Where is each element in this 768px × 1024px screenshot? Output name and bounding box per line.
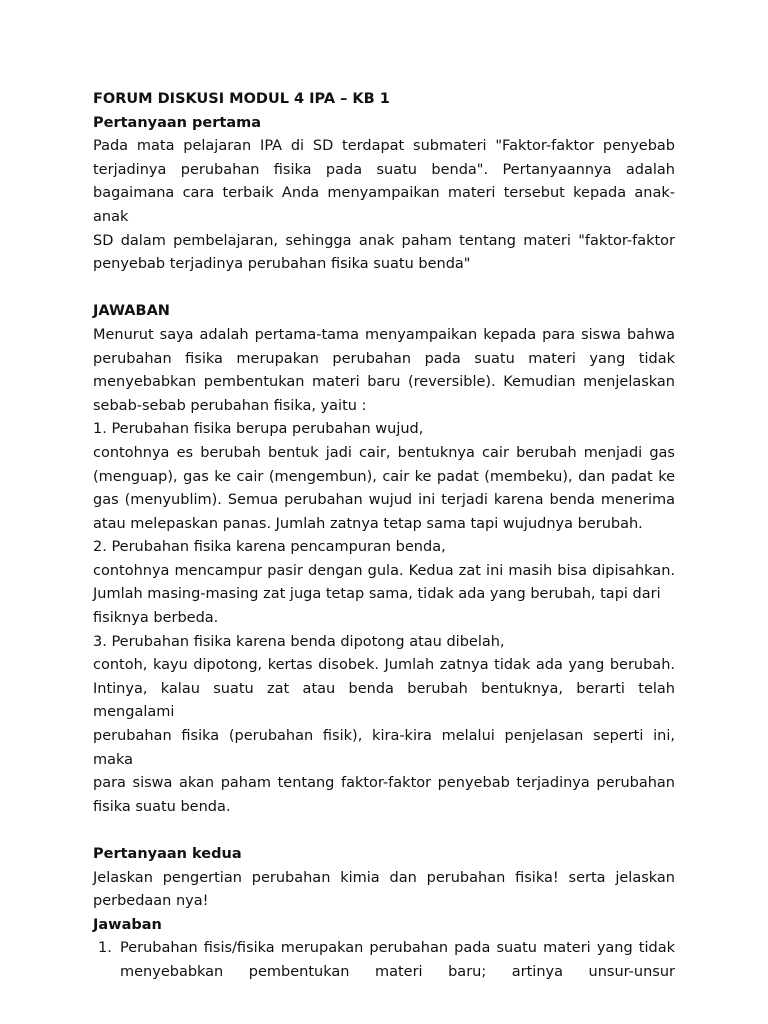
answer-1-line: fisika suatu benda.	[93, 798, 231, 815]
answer-2-list	[93, 937, 675, 984]
list-item-line: menyebabkan pembentukan materi baru; artinya unsur-unsur	[120, 963, 675, 980]
question-1-heading: Pertanyaan pertama	[93, 114, 262, 131]
question-1-line: bagaimana cara terbaik Anda menyampaikan materi tersebut kepada anak-anak	[93, 185, 675, 225]
question-2-line: Jelaskan pengertian perubahan kimia dan perubahan fisika! serta jelaskan	[93, 869, 675, 886]
answer-1-line: contohnya es berubah bentuk jadi cair, bentuknya cair berubah menjadi gas	[93, 444, 675, 461]
document-title: FORUM DISKUSI MODUL 4 IPA – KB 1	[93, 91, 390, 107]
answer-1-point-2: 2. Perubahan fisika karena pencampuran benda,	[93, 539, 446, 556]
answer-1-line: menyebabkan pembentukan materi baru (reversible). Kemudian menjelaskan	[93, 374, 675, 391]
answer-1-line: sebab-sebab perubahan fisika, yaitu :	[93, 397, 367, 414]
answer-1-line: (menguap), gas ke cair (mengembun), cair ke padat (membeku), dan padat ke	[93, 468, 675, 485]
answer-1-line: Menurut saya adalah pertama-tama menyampaikan kepada para siswa bahwa	[93, 326, 675, 343]
answer-1-line: contoh, kayu dipotong, kertas disobek. Jumlah zatnya tidak ada yang berubah.	[93, 657, 675, 674]
list-item-line: Perubahan fisis/fisika merupakan perubahan pada suatu materi yang tidak	[120, 940, 675, 957]
answer-1-point-1: 1. Perubahan fisika berupa perubahan wujud,	[93, 421, 424, 438]
list-item-number: 1.	[98, 940, 112, 957]
list-item	[93, 937, 675, 984]
question-1-line: SD dalam pembelajaran, sehingga anak paham tentang materi "faktor-faktor	[93, 232, 675, 249]
answer-1-heading: JAWABAN	[93, 303, 170, 320]
question-2-line: perbedaan nya!	[93, 893, 209, 910]
question-1-line: Pada mata pelajaran IPA di SD terdapat submateri "Faktor-faktor penyebab	[93, 138, 675, 155]
answer-1-line: Intinya, kalau suatu zat atau benda berubah bentuknya, berarti telah mengalami	[93, 680, 675, 721]
document-content	[93, 88, 675, 985]
question-1-line: terjadinya perubahan fisika pada suatu benda". Pertanyaannya adalah	[93, 161, 675, 178]
answer-1-line: perubahan fisika (perubahan fisik), kira-kira melalui penjelasan seperti ini, maka	[93, 728, 675, 768]
question-2-heading: Pertanyaan kedua	[93, 846, 242, 862]
answer-1-line: gas (menyublim). Semua perubahan wujud ini terjadi karena benda menerima	[93, 492, 675, 509]
answer-1-line: fisiknya berbeda.	[93, 610, 219, 627]
answer-1-line: atau melepaskan panas. Jumlah zatnya tetap sama tapi wujudnya berubah.	[93, 515, 643, 532]
answer-1-point-3: 3. Perubahan fisika karena benda dipotong atau dibelah,	[93, 633, 505, 650]
answer-1-line: para siswa akan paham tentang faktor-faktor penyebab terjadinya perubahan	[93, 775, 675, 792]
answer-1-line: contohnya mencampur pasir dengan gula. Kedua zat ini masih bisa dipisahkan.	[93, 562, 675, 579]
answer-1-line: perubahan fisika merupakan perubahan pada suatu materi yang tidak	[93, 350, 675, 367]
answer-1-line: Jumlah masing-masing zat juga tetap sama, tidak ada yang berubah, tapi dari	[93, 586, 661, 603]
answer-2-heading: Jawaban	[93, 916, 162, 933]
paragraph-gap	[93, 277, 675, 301]
question-1-line: penyebab terjadinya perubahan fisika suatu benda"	[93, 256, 471, 273]
paragraph-gap	[93, 819, 675, 843]
